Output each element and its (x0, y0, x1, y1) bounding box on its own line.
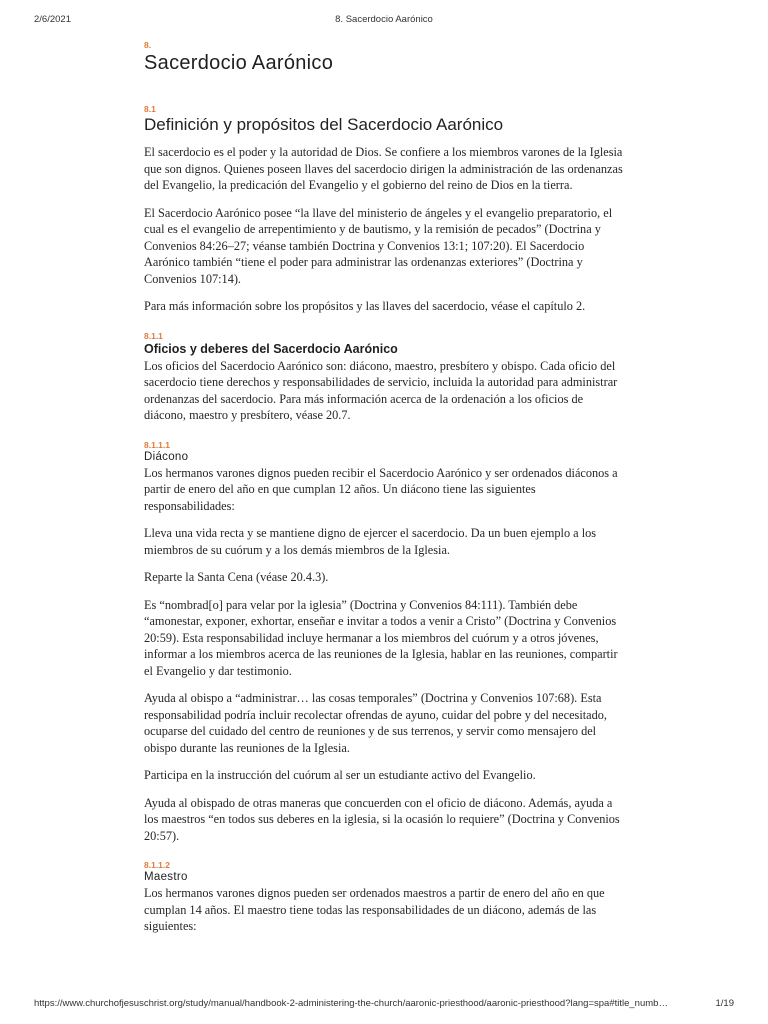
subsection-title: Oficios y deberes del Sacerdocio Aarónico (144, 341, 398, 356)
print-date: 2/6/2021 (34, 14, 71, 25)
paragraph: Es “nombrad[o] para velar por la iglesia” (Doctrina y Convenios 84:111). También debe “amonestar, exponer, exhortar, enseñar e invitar a todos a venir a Cristo” (Doctrina y Convenios 20:59). Esta responsabilidad incluye hermanar a los miembros del cuórum y a otros jóvenes, informar a los miembros acerca de las reuniones de la Iglesia, hablar en las reuniones, compartir el Evangelio y dar testimonio. (144, 597, 618, 678)
paragraph: Los oficios del Sacerdocio Aarónico son: diácono, maestro, presbítero y obispo. Cada oficio del sacerdocio tiene derechos y responsabilidades de servicio, incluida la autoridad para administrar ordenanzas del sacerdocio. Para más información acerca de la ordenación a los oficios de diácono, maestro y presbítero, véase 20.7. (144, 358, 618, 422)
paragraph: Participa en la instrucción del cuórum al ser un estudiante activo del Evangelio. (144, 768, 536, 782)
chapter-title: Sacerdocio Aarónico (144, 52, 334, 74)
subsection-number: 8.1.1 (144, 330, 163, 341)
paragraph: Los hermanos varones dignos pueden recibir el Sacerdocio Aarónico y ser ordenados diáconos a partir de enero del año en que cumplan 12 años. Un diácono tiene las siguientes responsabilidades: (144, 465, 618, 513)
document-content (144, 40, 628, 946)
paragraph: El sacerdocio es el poder y la autoridad de Dios. Se confiere a los miembros varones de la Iglesia que son dignos. Quienes poseen llaves del sacerdocio dirigen la administración de las ordenanzas del Evangelio, la predicación del Evangelio y el gobierno del reino de Dios en la tierra. (144, 145, 623, 192)
paragraph: Ayuda al obispado de otras maneras que concuerden con el oficio de diácono. Además, ayuda a los maestros “en todos sus deberes en la iglesia, si la ocasión lo requiere” (Doctrina y Convenios 20:57). (144, 795, 620, 843)
paragraph: Ayuda al obispo a “administrar… las cosas temporales” (Doctrina y Convenios 107:68). Esta responsabilidad podría incluir recolectar ofrendas de ayuno, cuidar del pobre y del necesitado, ocuparse del cuidado del centro de reuniones y de sus terrenos, y servir como mensajero del obispo durante las reuniones de la Iglesia. (144, 691, 608, 755)
paragraph: Para más información sobre los propósitos y las llaves del sacerdocio, véase el capítulo 2. (144, 299, 586, 313)
paragraph: Reparte la Santa Cena (véase 20.4.3). (144, 570, 329, 584)
paragraph: Lleva una vida recta y se mantiene digno de ejercer el sacerdocio. Da un buen ejemplo a los miembros de su cuórum y a los demás miembros de la Iglesia. (144, 526, 597, 557)
print-title: 8. Sacerdocio Aarónico (335, 14, 433, 25)
subsubsection-number: 8.1.1.1 (144, 439, 170, 450)
paragraph: El Sacerdocio Aarónico posee “la llave del ministerio de ángeles y el evangelio preparatorio, el cual es el evangelio de arrepentimiento y de bautismo, y la remisión de pecados” (Doctrina y Convenios 84:26–27; véanse también Doctrina y Convenios 13:1; 107:20). El Sacerdocio Aarónico también “tiene el poder para administrar las ordenanzas exteriores” (Doctrina y Convenios 107:14). (144, 205, 613, 286)
paragraph: Los hermanos varones dignos pueden ser ordenados maestros a partir de enero del año en que cumplan 14 años. El maestro tiene todas las responsabilidades de un diácono, además de las siguientes: (144, 886, 605, 933)
section-number: 8.1 (144, 104, 156, 114)
subsubsection-title: Diácono (144, 450, 189, 463)
chapter-number: 8. (144, 40, 152, 50)
page-number: 1/19 (715, 998, 734, 1009)
print-header (34, 14, 734, 28)
print-footer (34, 998, 734, 1012)
subsubsection-number: 8.1.1.2 (144, 860, 170, 870)
print-url: https://www.churchofjesuschrist.org/study/manual/handbook-2-administering-the-church/aaronic-priesthood/aaronic-priesthood?lang=spa#title_numb… (34, 998, 668, 1009)
subsubsection-title: Maestro (144, 871, 188, 883)
section-title: Definición y propósitos del Sacerdocio Aarónico (144, 115, 504, 134)
